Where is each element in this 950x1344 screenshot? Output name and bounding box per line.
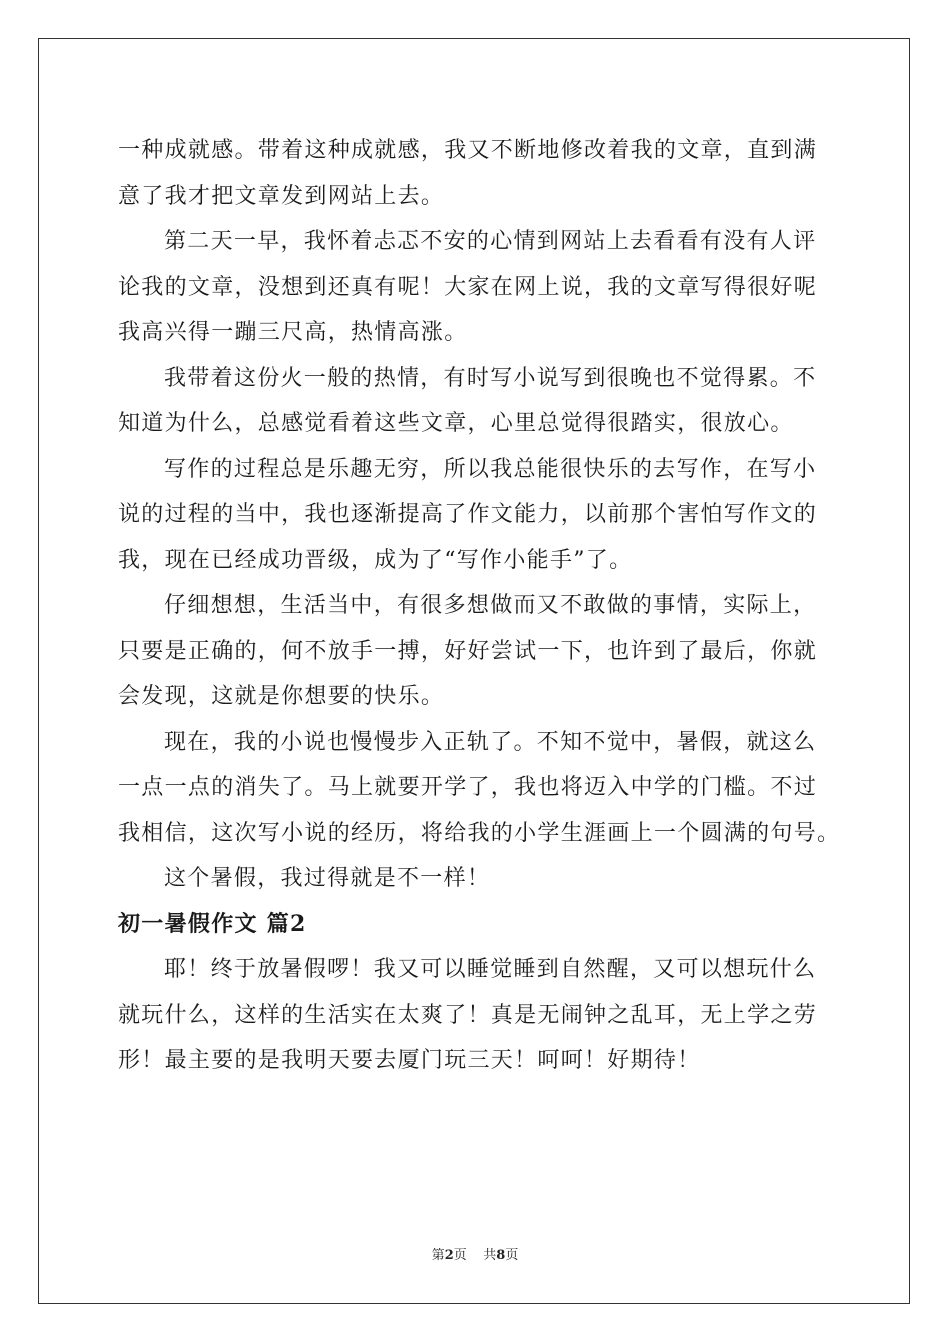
- text-line: 论我的文章，没想到还真有呢！大家在网上说，我的文章写得很好呢: [118, 274, 818, 300]
- text-line: 第二天一早，我怀着忐忑不安的心情到网站上去看看有没有人评: [164, 229, 817, 254]
- text-line: 一点一点的消失了。马上就要开学了，我也将迈入中学的门槛。不过: [118, 775, 818, 800]
- text-line: 我高兴得一蹦三尺高，热情高涨。: [118, 320, 468, 345]
- paragraph: [118, 356, 838, 447]
- text-line: 就玩什么，这样的生活实在太爽了！真是无闹钟之乱耳，无上学之劳: [118, 1002, 818, 1028]
- total-page-number: 8: [496, 1248, 506, 1263]
- footer-suffix: 页: [505, 1248, 519, 1263]
- text-line: 我，现在已经成功晋级，成为了“写作小能手”了。: [118, 547, 633, 573]
- paragraph: [118, 219, 838, 356]
- footer-mid: 页 共: [453, 1248, 497, 1263]
- text-line: 知道为什么，总感觉看着这些文章，心里总觉得很踏实，很放心。: [118, 411, 794, 436]
- paragraph: [118, 856, 838, 902]
- text-line: 说的过程的当中，我也逐渐提高了作文能力，以前那个害怕写作文的: [118, 502, 818, 527]
- footer-prefix: 第: [431, 1248, 445, 1263]
- paragraph: [118, 720, 841, 857]
- paragraph: [118, 128, 838, 219]
- text-line: 我带着这份火一般的热情，有时写小说写到很晚也不觉得累。不: [164, 365, 817, 391]
- text-line: 形！最主要的是我明天要去厦门玩三天！呵呵！好期待！: [118, 1048, 701, 1073]
- text-line: 意了我才把文章发到网站上去。: [118, 183, 445, 209]
- text-line: 仔细想想，生活当中，有很多想做而又不敢做的事情，实际上，: [164, 593, 817, 618]
- paragraph: [118, 583, 838, 720]
- text-line: 现在，我的小说也慢慢步入正轨了。不知不觉中，暑假，就这么: [164, 729, 817, 755]
- text-line: 我相信，这次写小说的经历，将给我的小学生涯画上一个圆满的句号。: [118, 820, 841, 846]
- text-line: 会发现，这就是你想要的快乐。: [118, 684, 445, 709]
- section-heading: 初一暑假作文 篇2: [118, 910, 307, 937]
- text-line: 写作的过程总是乐趣无穷，所以我总能很快乐的去写作，在写小: [164, 456, 817, 482]
- current-page-number: 2: [444, 1248, 454, 1263]
- text-line: 一种成就感。带着这种成就感，我又不断地修改着我的文章，直到满: [118, 138, 818, 163]
- paragraph: [118, 947, 838, 1084]
- text-line: 耶！终于放暑假啰！我又可以睡觉睡到自然醒，又可以想玩什么: [164, 957, 817, 982]
- document-body: [118, 128, 841, 1084]
- page-footer: [0, 1244, 950, 1263]
- text-line: 只要是正确的，何不放手一搏，好好尝试一下，也许到了最后，你就: [118, 638, 818, 664]
- text-line: 这个暑假，我过得就是不一样！: [164, 866, 491, 891]
- paragraph: [118, 447, 838, 584]
